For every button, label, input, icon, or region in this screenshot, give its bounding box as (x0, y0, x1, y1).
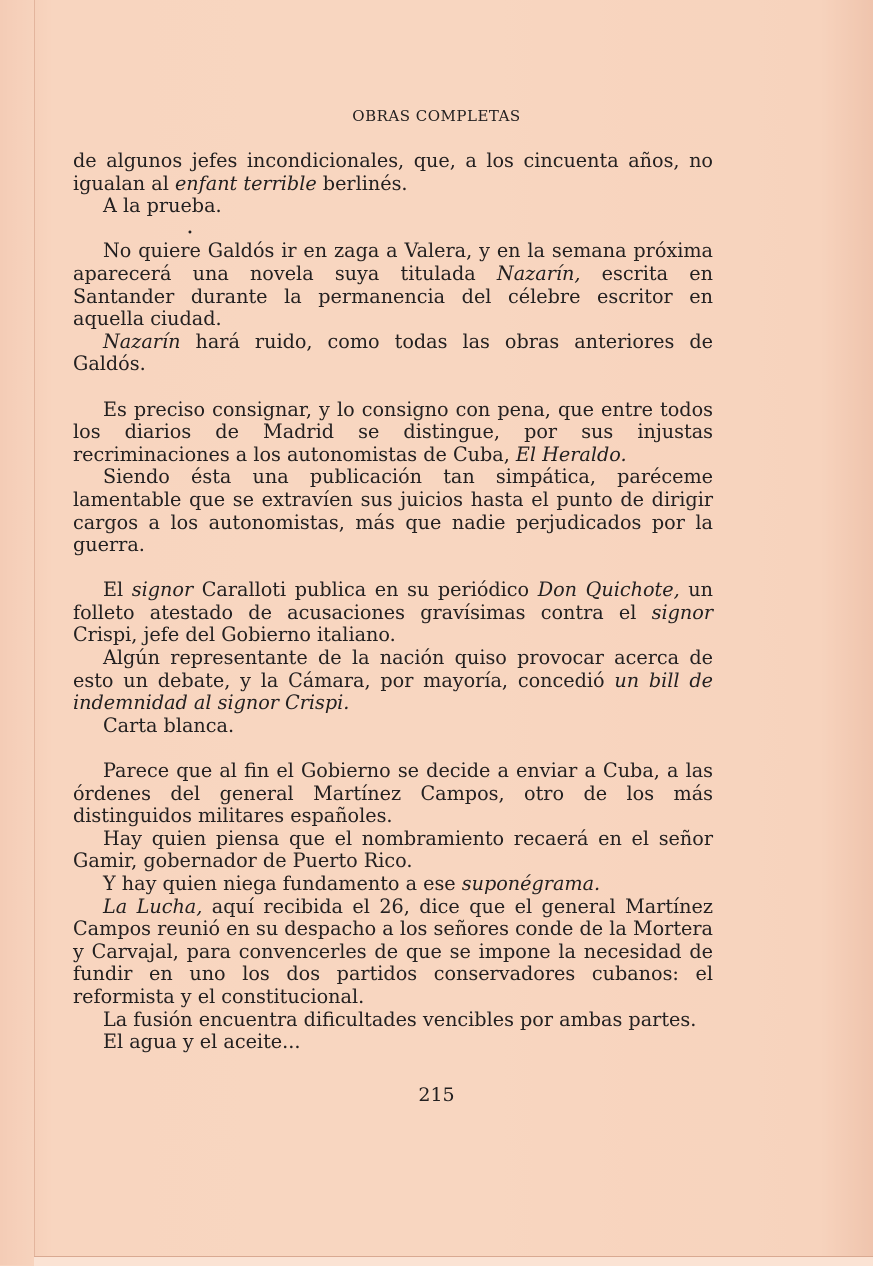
paragraph-6: Siendo ésta una publicación tan simpática, paréceme lamentable que se extravíen sus juicios hasta el punto de dirigir cargos a los autonomistas, más que nadie perjudicados por la guerra. (73, 465, 713, 557)
paragraph-11: Hay quien piensa que el nombramiento recaerá en el señor Gamir, gobernador de Puerto Rico. (73, 826, 713, 873)
paragraph-15: El agua y el aceite... (103, 1030, 301, 1054)
paragraph-3: No quiere Galdós ir en zaga a Valera, y en la semana próxima aparecerá una novela suya titulada Nazarín, escrita en Santander durante la permanencia del célebre escritor en aquella ciudad. (73, 239, 713, 331)
separator-dot-icon: • (187, 227, 193, 239)
paragraph-1: de algunos jefes incondicionales, que, a los cincuenta años, no igualan al enfant terrible berlinés. (73, 149, 713, 195)
section-separator (73, 218, 713, 241)
paragraph-4: Nazarín hará ruido, como todas las obras anteriores de Galdós. (73, 329, 713, 376)
paragraph-8: Algún representante de la nación quiso provocar acerca de esto un debate, y la Cámara, por mayoría, concedió un bill de indemnidad al signor Crispi. (73, 646, 713, 715)
paragraph-7: El signor Caralloti publica en su periódico Don Quichote, un folleto atestado de acusaciones gravísimas contra el signor Crispi, jefe del Gobierno italiano. (73, 578, 713, 647)
body-text (73, 150, 713, 1054)
paragraph-2: A la prueba. (103, 194, 222, 218)
page-number: 215 (418, 1084, 455, 1106)
paragraph-9: Carta blanca. (103, 713, 235, 737)
paragraph-10: Parece que al fin el Gobierno se decide a enviar a Cuba, a las órdenes del general Martínez Campos, otro de los más distinguidos militares españoles. (73, 759, 713, 828)
running-head: OBRAS COMPLETAS (352, 107, 521, 125)
paragraph-5: Es preciso consignar, y lo consigno con pena, que entre todos los diarios de Madrid se distingue, por sus injustas recriminaciones a los autonomistas de Cuba, El Heraldo. (73, 397, 713, 466)
paragraph-13: La Lucha, aquí recibida el 26, dice que el general Martínez Campos reunió en su despacho a los señores conde de la Mortera y Carvajal, para convencerles de que se impone la necesidad de fundir en uno los dos partidos conservadores cubanos: el reformista y el constitucional. (73, 894, 713, 1008)
paragraph-12: Y hay quien niega fundamento a ese suponégrama. (103, 872, 601, 895)
page-left-edge (0, 0, 35, 1265)
paragraph-14: La fusión encuentra dificultades vencibles por ambas partes. (103, 1007, 697, 1031)
